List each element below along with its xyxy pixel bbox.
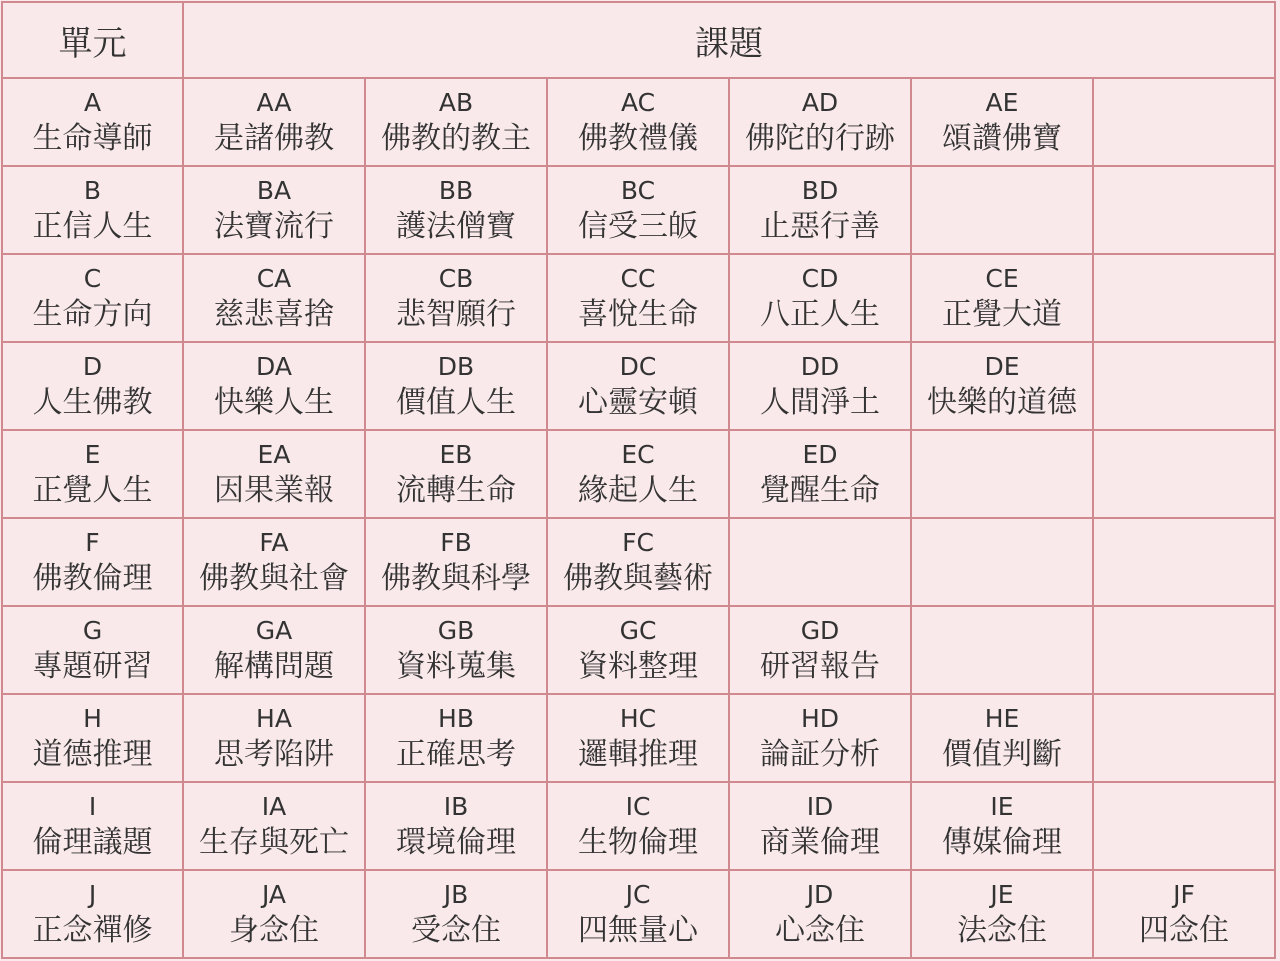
header-row	[2, 2, 1275, 78]
cell-title: 身念住	[229, 913, 319, 948]
cell-title: 論証分析	[760, 737, 880, 772]
cell-code: G	[82, 616, 103, 645]
topic-cell	[547, 870, 729, 958]
table-row	[2, 342, 1275, 430]
table-row	[2, 78, 1275, 166]
cell-title: 正信人生	[32, 209, 153, 244]
cell-title: 人間淨土	[760, 385, 880, 420]
topic-cell	[365, 78, 547, 166]
table-row	[2, 254, 1275, 342]
topic-cell	[1093, 782, 1275, 870]
cell-title: 信受三皈	[578, 209, 698, 244]
cell-code: DB	[437, 352, 475, 381]
table-body	[2, 78, 1275, 958]
topic-cell	[1093, 870, 1275, 958]
cell-code: JB	[443, 880, 469, 909]
topic-cell	[547, 342, 729, 430]
topic-cell	[547, 430, 729, 518]
cell-code: JC	[625, 880, 651, 909]
cell-title: 慈悲喜捨	[214, 297, 334, 332]
topic-cell	[183, 430, 365, 518]
cell-code: EB	[439, 440, 473, 469]
cell-code: IA	[261, 792, 287, 821]
cell-code: BA	[256, 176, 292, 205]
cell-code: HD	[800, 704, 840, 733]
topic-cell	[365, 518, 547, 606]
table-row	[2, 694, 1275, 782]
topic-cell	[1093, 606, 1275, 694]
cell-title: 倫理議題	[32, 825, 153, 860]
cell-code: JA	[261, 880, 287, 909]
topic-cell	[729, 518, 911, 606]
cell-code: JF	[1173, 880, 1195, 909]
topic-cell	[911, 430, 1093, 518]
topic-cell	[1093, 342, 1275, 430]
topic-cell	[729, 254, 911, 342]
cell-code: ED	[802, 440, 838, 469]
topic-cell	[547, 254, 729, 342]
cell-title: 生命導師	[32, 121, 153, 156]
topic-cell	[1093, 430, 1275, 518]
topic-cell	[365, 606, 547, 694]
cell-title: 邏輯推理	[578, 737, 698, 772]
cell-code: BD	[801, 176, 839, 205]
cell-title: 法寶流行	[214, 209, 334, 244]
topic-cell	[729, 606, 911, 694]
cell-title: 生存與死亡	[199, 825, 349, 860]
cell-code: IC	[625, 792, 651, 821]
cell-code: AA	[256, 88, 292, 117]
cell-title: 價值判斷	[942, 737, 1062, 772]
topic-cell	[1093, 254, 1275, 342]
unit-cell	[2, 518, 183, 606]
cell-code: EC	[621, 440, 655, 469]
cell-code: CC	[620, 264, 656, 293]
cell-title: 四無量心	[578, 913, 698, 948]
cell-code: DA	[256, 352, 292, 381]
unit-cell	[2, 430, 183, 518]
unit-cell	[2, 78, 183, 166]
table-row	[2, 782, 1275, 870]
cell-title: 解構問題	[214, 649, 334, 684]
curriculum-table	[1, 1, 1276, 959]
cell-title: 快樂人生	[214, 385, 334, 420]
cell-code: AC	[620, 88, 656, 117]
topic-cell	[365, 870, 547, 958]
topic-cell	[911, 78, 1093, 166]
topic-cell	[729, 78, 911, 166]
cell-title: 緣起人生	[578, 473, 698, 508]
topic-cell	[547, 78, 729, 166]
cell-title: 人生佛教	[32, 385, 153, 420]
cell-code: C	[83, 264, 102, 293]
topic-cell	[911, 342, 1093, 430]
topic-cell	[729, 166, 911, 254]
topic-cell	[183, 254, 365, 342]
cell-code: A	[83, 88, 102, 117]
cell-title: 資料整理	[578, 649, 698, 684]
topic-cell	[911, 782, 1093, 870]
cell-code: B	[83, 176, 102, 205]
cell-code: JD	[806, 880, 834, 909]
topic-cell	[547, 166, 729, 254]
table-row	[2, 518, 1275, 606]
topic-cell	[547, 606, 729, 694]
topic-cell	[1093, 518, 1275, 606]
cell-title: 正念禪修	[32, 913, 153, 948]
topic-cell	[729, 782, 911, 870]
table-row	[2, 166, 1275, 254]
cell-title: 生物倫理	[578, 825, 698, 860]
topic-cell	[1093, 166, 1275, 254]
cell-title: 佛陀的行跡	[745, 121, 895, 156]
cell-code: DC	[619, 352, 657, 381]
cell-code: IE	[990, 792, 1014, 821]
cell-title: 流轉生命	[396, 473, 516, 508]
cell-title: 價值人生	[396, 385, 516, 420]
cell-title: 法念住	[957, 913, 1047, 948]
cell-code: AB	[438, 88, 474, 117]
unit-cell	[2, 606, 183, 694]
cell-title: 受念住	[411, 913, 501, 948]
topic-cell	[365, 342, 547, 430]
cell-code: FA	[259, 528, 289, 557]
topic-cell	[183, 342, 365, 430]
topic-cell	[365, 782, 547, 870]
cell-title: 心靈安頓	[578, 385, 698, 420]
cell-title: 佛教的教主	[381, 121, 531, 156]
topic-cell	[365, 166, 547, 254]
cell-code: HB	[438, 704, 474, 733]
unit-cell	[2, 342, 183, 430]
unit-cell	[2, 694, 183, 782]
cell-code: HA	[256, 704, 292, 733]
cell-title: 佛教倫理	[32, 561, 153, 596]
cell-code: CD	[801, 264, 839, 293]
topic-cell	[729, 342, 911, 430]
cell-code: H	[83, 704, 102, 733]
cell-title: 護法僧寶	[396, 209, 516, 244]
cell-title: 佛教與科學	[381, 561, 531, 596]
table-row	[2, 870, 1275, 958]
cell-title: 喜悅生命	[578, 297, 698, 332]
cell-code: IB	[443, 792, 469, 821]
cell-code: GB	[437, 616, 475, 645]
cell-code: FB	[440, 528, 472, 557]
topic-cell	[911, 694, 1093, 782]
topic-cell	[183, 694, 365, 782]
cell-title: 正覺人生	[32, 473, 153, 508]
cell-title: 專題研習	[32, 649, 153, 684]
topic-cell	[365, 430, 547, 518]
topic-cell	[365, 254, 547, 342]
cell-code: BB	[438, 176, 474, 205]
cell-title: 佛教與藝術	[563, 561, 713, 596]
cell-title: 正覺大道	[942, 297, 1062, 332]
topic-cell	[183, 606, 365, 694]
cell-title: 因果業報	[214, 473, 334, 508]
cell-title: 資料蒐集	[396, 649, 516, 684]
cell-title: 商業倫理	[760, 825, 880, 860]
cell-title: 傳媒倫理	[942, 825, 1062, 860]
cell-code: BC	[620, 176, 656, 205]
cell-title: 生命方向	[32, 297, 153, 332]
cell-title: 頌讚佛寶	[942, 121, 1062, 156]
cell-code: E	[84, 440, 101, 469]
cell-title: 研習報告	[760, 649, 880, 684]
cell-title: 覺醒生命	[760, 473, 880, 508]
cell-code: DD	[800, 352, 840, 381]
cell-code: AD	[801, 88, 839, 117]
cell-code: HC	[619, 704, 657, 733]
cell-code: F	[85, 528, 100, 557]
cell-code: DE	[984, 352, 1020, 381]
topic-cell	[911, 166, 1093, 254]
cell-code: ID	[806, 792, 834, 821]
topic-cell	[729, 870, 911, 958]
topic-cell	[911, 606, 1093, 694]
cell-title: 佛教禮儀	[578, 121, 698, 156]
cell-title: 道德推理	[32, 737, 153, 772]
topic-cell	[183, 870, 365, 958]
cell-code: GD	[800, 616, 840, 645]
topic-cell	[911, 518, 1093, 606]
cell-title: 四念住	[1139, 913, 1230, 948]
cell-title: 八正人生	[760, 297, 880, 332]
cell-code: CB	[438, 264, 474, 293]
topic-cell	[547, 782, 729, 870]
table-row	[2, 430, 1275, 518]
cell-title: 思考陷阱	[214, 737, 334, 772]
topic-cell	[547, 518, 729, 606]
cell-title: 正確思考	[396, 737, 516, 772]
topic-cell	[911, 870, 1093, 958]
cell-title: 止惡行善	[760, 209, 880, 244]
cell-code: CA	[256, 264, 292, 293]
cell-title: 是諸佛教	[214, 121, 334, 156]
topic-cell	[1093, 78, 1275, 166]
unit-cell	[2, 166, 183, 254]
unit-cell	[2, 870, 183, 958]
unit-cell	[2, 254, 183, 342]
table-row	[2, 606, 1275, 694]
cell-code: AE	[985, 88, 1019, 117]
topic-cell	[547, 694, 729, 782]
cell-title: 快樂的道德	[927, 385, 1077, 420]
topic-cell	[729, 430, 911, 518]
topic-cell	[1093, 694, 1275, 782]
cell-code: J	[88, 880, 97, 909]
unit-cell	[2, 782, 183, 870]
cell-code: GA	[255, 616, 293, 645]
cell-code: JE	[990, 880, 1014, 909]
header-topic: 課題	[183, 2, 1275, 78]
cell-code: D	[82, 352, 103, 381]
cell-code: HE	[984, 704, 1020, 733]
cell-code: CE	[985, 264, 1019, 293]
cell-code: EA	[257, 440, 291, 469]
header-unit: 單元	[2, 2, 183, 78]
topic-cell	[183, 518, 365, 606]
topic-cell	[365, 694, 547, 782]
cell-title: 環境倫理	[396, 825, 516, 860]
topic-cell	[183, 78, 365, 166]
topic-cell	[729, 694, 911, 782]
topic-cell	[911, 254, 1093, 342]
topic-cell	[183, 782, 365, 870]
cell-code: GC	[619, 616, 657, 645]
cell-title: 佛教與社會	[199, 561, 349, 596]
cell-title: 心念住	[775, 913, 865, 948]
cell-title: 悲智願行	[396, 297, 516, 332]
cell-code: I	[88, 792, 97, 821]
cell-code: FC	[622, 528, 654, 557]
topic-cell	[183, 166, 365, 254]
